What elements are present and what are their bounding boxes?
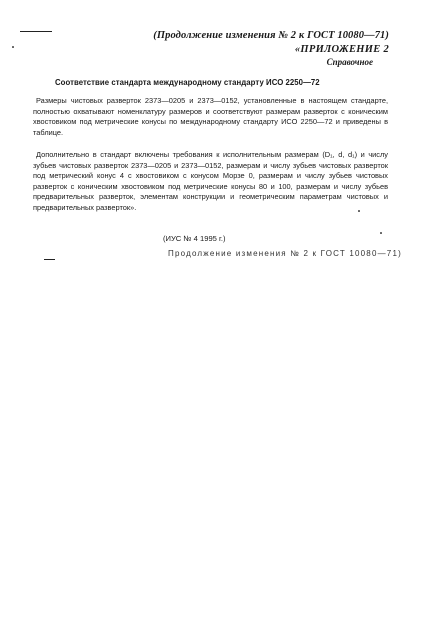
top-divider (20, 31, 52, 32)
paragraph-2: Дополнительно в стандарт включены требования к исполнительным размерам (D₁, d, d₁) и числу зубьев чистовых разверток 2373—0205 и 2373—0152, размерам и числу зубьев чистовых разверток под метрический конус 4 с хвостовиком с конусом Морзе 0, размерам и числу зубьев чистовых разверток с коническим хвостовиком под метрические конусы 80 и 100, размерам и числу зубьев предварительных разверток, элементам конструкции и геометрическим параметрам чистовых и предварительных разверток». (33, 150, 388, 212)
cut-header-text: Продолжение изменения № 2 к ГОСТ 10080—71) (168, 249, 402, 258)
scan-speck (358, 210, 360, 212)
appendix-type: Справочное (326, 57, 373, 67)
document-title: Соответствие стандарта международному стандарту ИСО 2250—72 (55, 78, 320, 87)
scan-speck (12, 46, 14, 48)
scan-speck (380, 232, 382, 234)
bottom-divider (44, 259, 55, 260)
source-note: (ИУС № 4 1995 г.) (163, 234, 226, 243)
next-page-cut-header (168, 249, 402, 260)
continuation-header: (Продолжение изменения № 2 к ГОСТ 10080—71) (153, 30, 389, 41)
paragraph-1: Размеры чистовых разверток 2373—0205 и 2373—0152, установленные в настоящем стандарте, полностью охватывают номенклатуру размеров и соответствуют размерам разверток с коническим хвостовиком под метрические конусы по международному стандарту ИСО 2250—72 и приведены в таблице. (33, 96, 388, 137)
appendix-title: «ПРИЛОЖЕНИЕ 2 (294, 44, 389, 55)
